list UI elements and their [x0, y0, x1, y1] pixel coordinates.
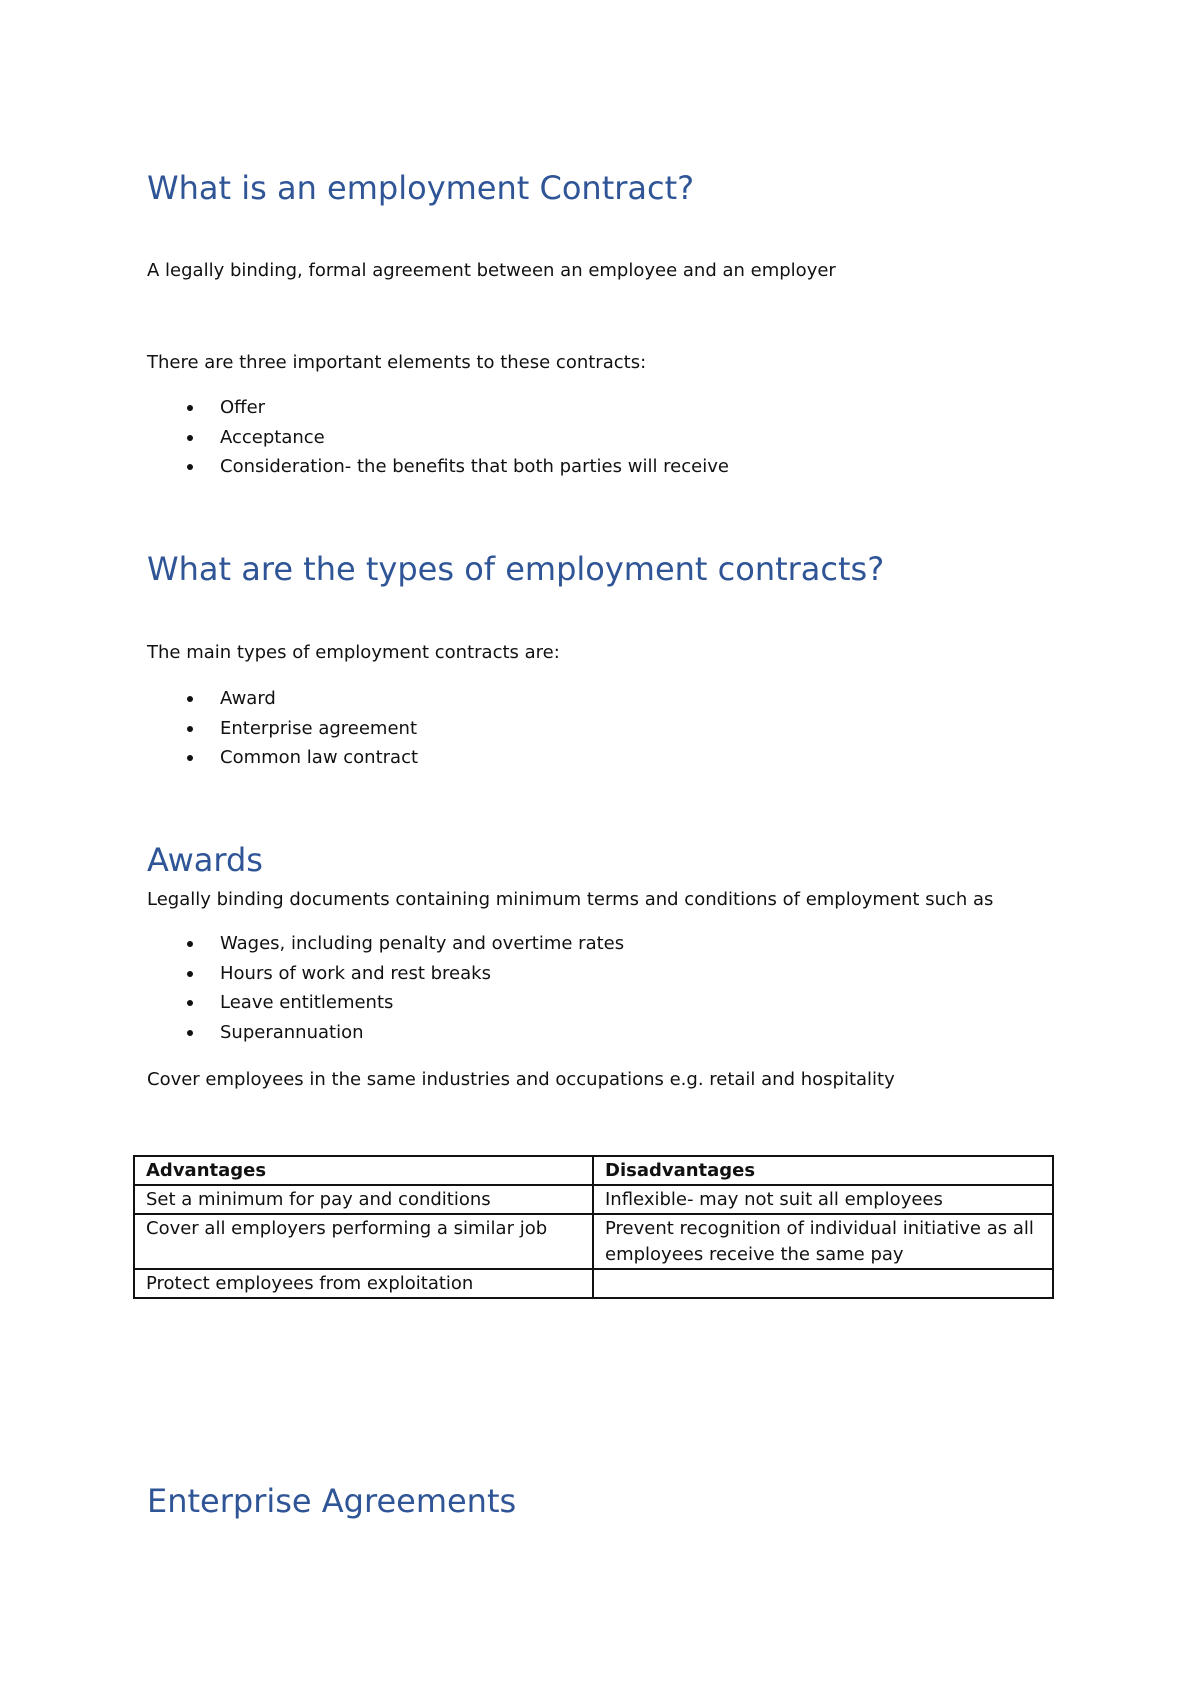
heading-what-is-contract: What is an employment Contract? [147, 169, 695, 207]
bullet-dot-icon [187, 726, 193, 732]
contract-elements-list [147, 396, 729, 485]
list-item [147, 717, 418, 747]
list-item-text: Consideration- the benefits that both parties will receive [220, 456, 729, 477]
table-row [134, 1214, 1053, 1269]
list-item [147, 962, 624, 992]
list-item-text: Common law contract [220, 747, 419, 768]
heading-awards: Awards [147, 841, 263, 879]
bullet-dot-icon [187, 696, 193, 702]
table-cell: Cover all employers performing a similar job [134, 1214, 593, 1269]
list-item [147, 396, 729, 426]
bullet-dot-icon [187, 435, 193, 441]
heading-types-of-contracts: What are the types of employment contracts? [147, 550, 885, 588]
contract-types-list [147, 687, 418, 776]
list-item-text: Acceptance [220, 426, 325, 448]
table-header-disadvantages: Disadvantages [593, 1156, 1053, 1185]
table-header-advantages: Advantages [134, 1156, 593, 1185]
list-item-text: Offer [220, 397, 266, 418]
table-cell: Inflexible- may not suit all employees [593, 1185, 1053, 1214]
bullet-dot-icon [187, 941, 193, 947]
list-item-text: Superannuation [220, 1021, 364, 1043]
list-item [147, 932, 624, 962]
table-cell: Prevent recognition of individual initiative as all employees receive the same pay [593, 1214, 1053, 1269]
list-item [147, 746, 418, 776]
awards-items-list [147, 932, 624, 1050]
types-intro: The main types of employment contracts are: [147, 642, 560, 663]
table-header-row [134, 1156, 1053, 1185]
table-cell [593, 1269, 1053, 1298]
bullet-dot-icon [187, 971, 193, 977]
list-item-text: Wages, including penalty and overtime rates [220, 933, 625, 954]
contract-elements-intro: There are three important elements to these contracts: [147, 352, 647, 373]
bullet-dot-icon [187, 1030, 193, 1036]
list-item [147, 426, 729, 456]
table-row [134, 1269, 1053, 1298]
contract-definition: A legally binding, formal agreement between an employee and an employer [147, 260, 836, 281]
bullet-dot-icon [187, 464, 193, 470]
bullet-dot-icon [187, 1000, 193, 1006]
list-item-text: Leave entitlements [220, 992, 394, 1013]
list-item [147, 455, 729, 485]
list-item-text: Hours of work and rest breaks [220, 962, 491, 984]
table-row [134, 1185, 1053, 1214]
bullet-dot-icon [187, 755, 193, 761]
list-item-text: Enterprise agreement [220, 717, 417, 739]
bullet-dot-icon [187, 405, 193, 411]
list-item [147, 687, 418, 717]
advantages-disadvantages-table [133, 1155, 1054, 1299]
list-item [147, 991, 624, 1021]
awards-coverage: Cover employees in the same industries and occupations e.g. retail and hospitality [147, 1069, 895, 1090]
list-item [147, 1021, 624, 1051]
list-item-text: Award [220, 688, 276, 709]
awards-intro: Legally binding documents containing minimum terms and conditions of employment such as [147, 889, 994, 910]
table-cell: Set a minimum for pay and conditions [134, 1185, 593, 1214]
table-cell: Protect employees from exploitation [134, 1269, 593, 1298]
heading-enterprise-agreements: Enterprise Agreements [147, 1482, 517, 1520]
